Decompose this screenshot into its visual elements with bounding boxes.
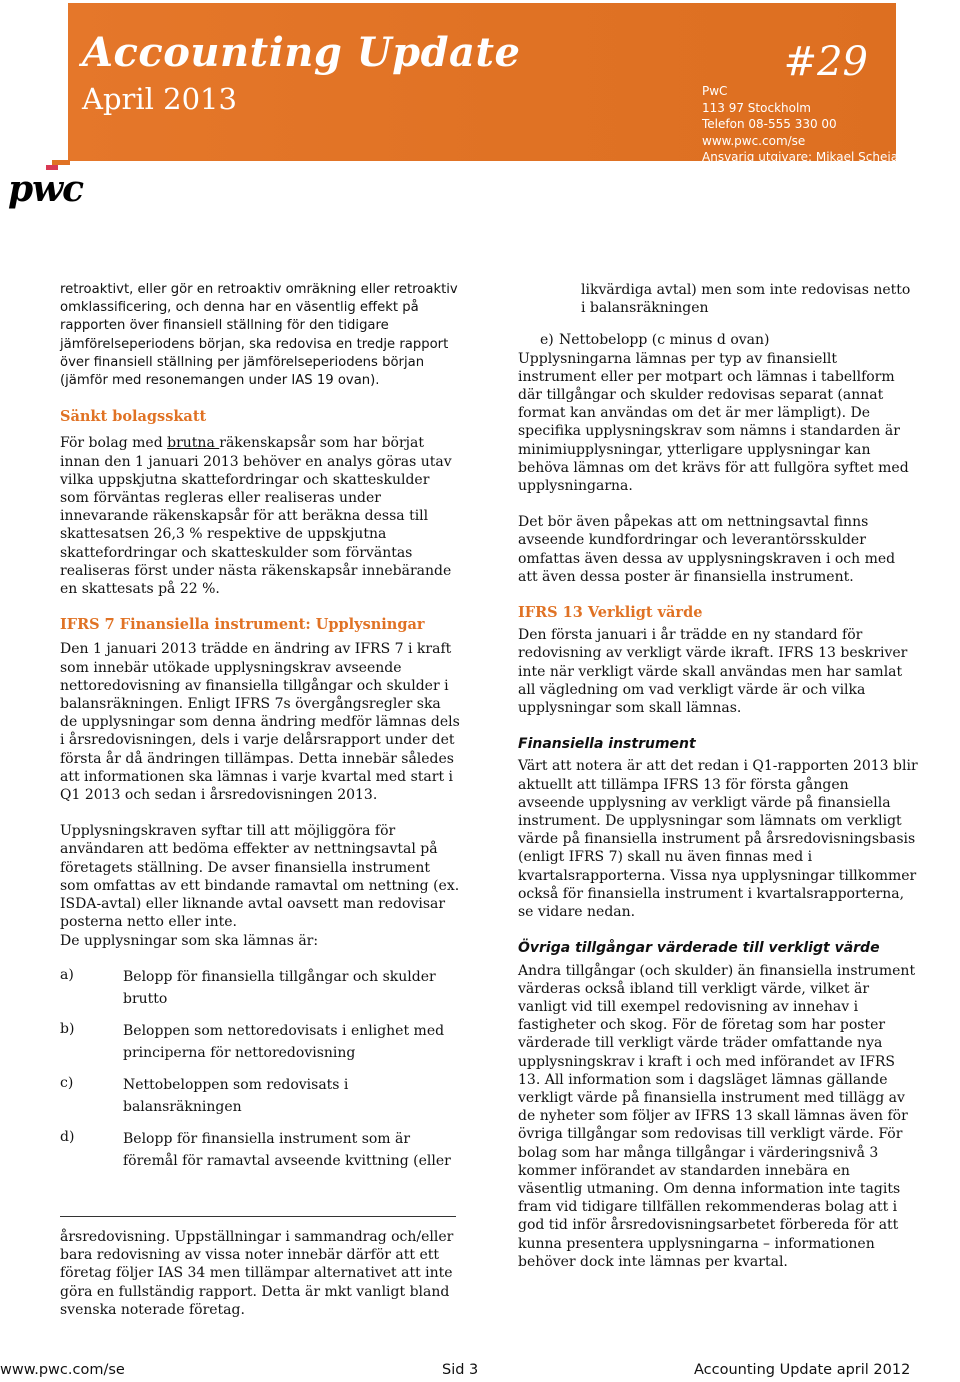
right-column — [518, 281, 918, 1271]
section-heading-tax: Sänkt bolagsskatt — [60, 408, 207, 426]
section-heading-ifrs7: IFRS 7 Finansiella instrument: Upplysningar — [60, 616, 425, 634]
pwc-logo — [8, 160, 88, 212]
list-item — [60, 1074, 460, 1118]
newsletter-title: Accounting Update — [82, 29, 521, 76]
logo-text: pwc — [8, 168, 84, 210]
left-column — [60, 281, 460, 1172]
contact-phone: Telefon 08-555 330 00 — [702, 117, 837, 131]
other-assets-paragraph: Andra tillgångar (och skulder) än finansiella instrument värderas också ibland till verkligt värde, vilket är vanligt vid till exempel redovisning av innehav i fastigheter och skog. För de företag som har poster värderade till verkligt värde träder omfattande nya upplysningskrav i kraft i och med införandet av IFRS 13. All information som i dagsläget lämnas gällande verkligt värde på finansiella instrument med tillägg av de nyheter som följer av IFRS 13 skall lämnas även för övriga tillgångar som redovisas till verkligt värde. För bolag som har många tillgångar i värderingsnivå 3 kommer införandet av standarden innebära en väsentlig utmaning. Om denna information inte tagits fram vid tidigare tillfällen rekommenderas bolag att i god tid inför årsredovisningsarbetet förbereda för att kunna presentera upplysningarna – informationen behöver dock inte lämnas per kvartal. — [518, 962, 916, 1270]
list-item — [60, 966, 460, 1010]
footnote-divider — [60, 1216, 456, 1217]
contact-company: PwC — [702, 84, 728, 98]
list-text: Nettobeloppen som redovisats i balansräkningen — [123, 1076, 349, 1115]
footer-page-number: Sid 3 — [442, 1362, 479, 1378]
subheading-financial-instruments: Finansiella instrument — [518, 736, 696, 753]
contact-address: 113 97 Stockholm — [702, 100, 811, 115]
ifrs13-paragraph: Den första januari i år trädde en ny standard för redovisning av verkligt värde ikraft. IFRS 13 beskriver inte när verkligt värde skall användas men har samlat all vägledning om vad verkligt värde är och vilka upplysningar som skall lämnas. — [518, 627, 908, 717]
section-heading-ifrs13: IFRS 13 Verkligt värde — [518, 604, 703, 622]
issue-number: #29 — [783, 39, 868, 85]
intro-paragraph: retroaktivt, eller gör en retroaktiv omräkning eller retroaktiv omklassificering, och denna har en väsentlig effekt på rapporten över finansiell ställning för den tidigare jämförelseperiodens början, ska redovisa en tredje rapport över finansiell ställning per jämförelseperiodens början (jämför med resonemangen under IAS 19 ovan). — [60, 282, 458, 389]
list-text: Belopp för finansiella instrument som är föremål för ramavtal avseende kvittning (eller — [123, 1130, 451, 1169]
list-item-e — [518, 331, 918, 349]
footer-website-link[interactable]: www.pwc.com/se — [0, 1362, 125, 1378]
list-text: Belopp för finansiella tillgångar och skulder brutto — [123, 968, 436, 1007]
list-text: Nettobelopp (c minus d ovan) — [559, 332, 770, 349]
financial-instruments-paragraph: Värt att notera är att det redan i Q1-rapporten 2013 blir aktuellt att tillämpa IFRS 13 för första gången avseende upplysning av verkligt värde på finansiella instrument. De upplysningar som lämnats om verkligt värde på finansiella instrument på årsredovisningsbasis (enligt IFRS 7) skall nu även finnas med i kvartalsrapporterna. Vissa nya upplysningar tillkommer också för finansiella instrument i kvartalsrapporterna, se vidare nedan. — [518, 758, 918, 921]
list-item — [60, 1128, 460, 1172]
right-paragraph-1: Upplysningarna lämnas per typ av finansiellt instrument eller per motpart och lämnas i tabellform där tillgångar och skulder redovisas separat (annat format kan användas om det är mer lämpligt). De specifika upplysningskrav som nämns i standarden är minimiupplysningar, ytterligare upplysningar kan behöva lämnas om det krävs för att fullgöra syftet med upplysningarna. — [518, 350, 909, 495]
list-label: b) — [60, 1020, 75, 1037]
list-text: Beloppen som nettoredovisats i enlighet med principerna för nettoredovisning — [123, 1022, 445, 1061]
list-label: e) — [540, 332, 554, 349]
list-continuation: likvärdiga avtal) men som inte redovisas netto i balansräkningen — [581, 282, 911, 317]
tax-underlined-word: brutna — [167, 435, 220, 452]
list-label: a) — [60, 966, 74, 983]
footer-publication: Accounting Update april 2012 — [694, 1362, 911, 1378]
list-label: d) — [60, 1128, 75, 1145]
contact-website-link[interactable]: www.pwc.com/se — [702, 133, 806, 148]
tax-paragraph — [60, 434, 460, 598]
contact-block — [702, 83, 898, 166]
right-paragraph-2: Det bör även påpekas att om nettningsavtal finns avseende kundfordringar och leverantörsskulder omfattas även dessa av upplysningskraven i och med att även dessa poster är finansiella instrument. — [518, 514, 896, 585]
contact-publisher: Ansvarig utgivare: Mikael Scheja — [702, 150, 899, 164]
ifrs7-list-intro: De upplysningar som ska lämnas är: — [60, 932, 319, 949]
tax-text-start: För bolag med — [60, 435, 168, 452]
ifrs7-paragraph-1: Den 1 januari 2013 trädde en ändring av IFRS 7 i kraft som innebär utökade upplysningskrav avseende nettoredovisning av finansiella tillgångar och skulder i balansräkningen. Enligt IFRS 7s övergångsregler ska de upplysningar som denna ändring medför lämnas dels i årsredovisningen, dels i varje delårsrapport under det första år då ändringen tillämpas. Detta innebär således att informationen ska lämnas i varje kvartal med start i Q1 2013 och sedan i årsredovisningen 2013. — [60, 641, 460, 804]
tax-text-rest: räkenskapsår som har börjat innan den 1 januari 2013 behöver en analys göras utav vilka uppskjutna skattefordringar och skatteskulder som förväntas regleras eller realiseras under innevarande räkenskapsår för att beräkna dessa till skattesatsen 26,3 % respektive de uppskjutna skattefordringar och skatteskulder som förväntas realiseras först under nästa räkenskapsår innebärande en skattesats på 22 %. — [60, 435, 452, 598]
ifrs7-paragraph-2: Upplysningskraven syftar till att möjliggöra för användaren att bedöma effekter av nettningsavtal på företagets ställning. De avser finansiella instrument som omfattas av ett bindande ramavtal om nettning (ex. ISDA-avtal) eller liknande avtal oavsett man redovisar posterna netto eller inte. — [60, 823, 460, 931]
list-label: c) — [60, 1074, 74, 1091]
newsletter-date: April 2013 — [82, 82, 237, 116]
footnote-text: årsredovisning. Uppställningar i sammandrag och/eller bara redovisning av vissa noter innebär därför att ett företag följer IAS 34 men tillämpar alternativet att inte göra en fullständig rapport. Detta är mkt vanligt bland svenska noterade företag. — [60, 1229, 454, 1318]
header-banner — [68, 3, 899, 164]
list-item — [60, 1020, 460, 1064]
subheading-other-assets: Övriga tillgångar värderade till verkligt värde — [518, 940, 880, 957]
